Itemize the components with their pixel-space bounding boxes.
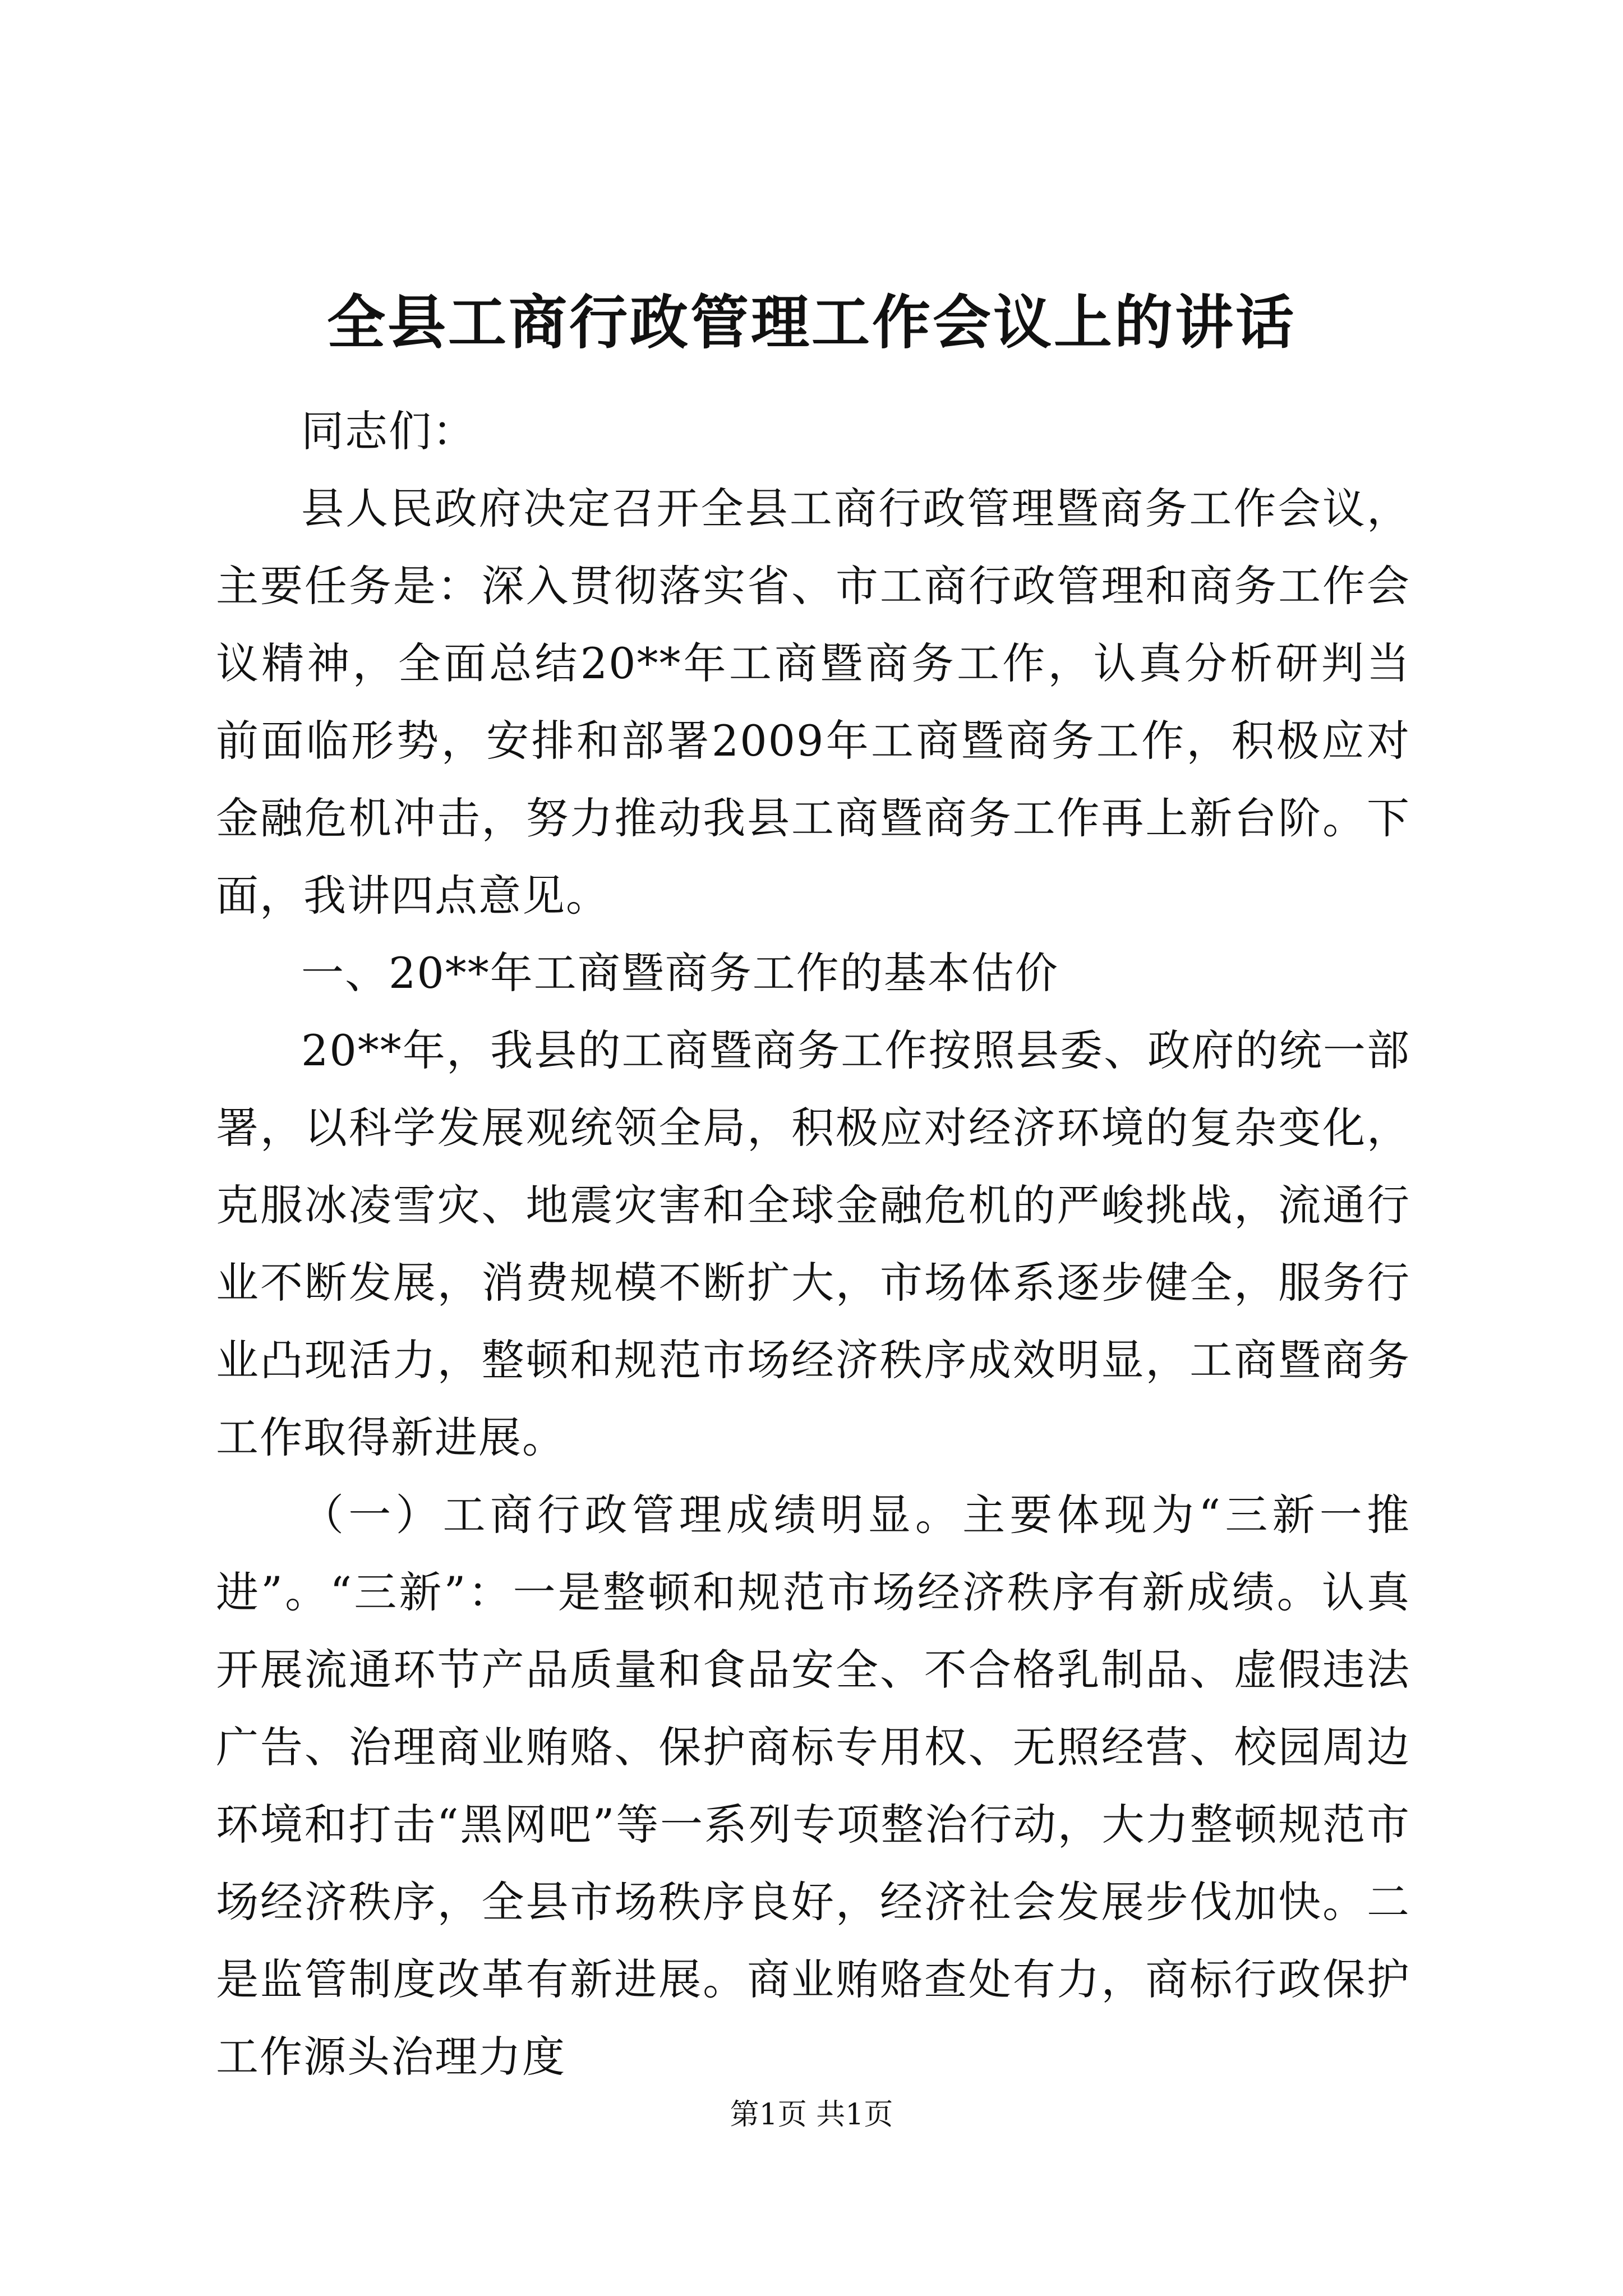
salutation: 同志们： — [301, 406, 476, 456]
paragraph-summary: 20**年，我县的工商暨商务工作按照县委、政府的统一部署，以科学发展观统领全局，积极应对经济环境的复杂变化，克服冰凌雪灾、地震灾害和全球金融危机的严峻挑战，流通行业不断发展，消费规模不断扩大，市场体系逐步健全，服务行业凸现活力，整顿和规范市场经济秩序成效明显，工商暨商务工作取得新进展。 — [216, 1025, 1410, 1462]
section-heading-1: 一、20**年工商暨商务工作的基本估价 — [301, 948, 1059, 998]
paragraph-subsection-1: （一）工商行政管理成绩明显。主要体现为“三新一推进”。“三新”：一是整顿和规范市场经济秩序有新成绩。认真开展流通环节产品质量和食品安全、不合格乳制品、虚假违法广告、治理商业贿赂、保护商标专用权、无照经营、校园周边环境和打击“黑网吧”等一系列专项整治行动，大力整顿规范市场经济秩序，全县市场秩序良好，经济社会发展步伐加快。二是监管制度改革有新进展。商业贿赂查处有力，商标行政保护工作源头治理力度 — [216, 1490, 1410, 2082]
page-footer: 第1页 共1页 — [730, 2098, 893, 2132]
document-title: 全县工商行政管理工作会议上的讲话 — [326, 288, 1296, 357]
document-body — [216, 393, 1410, 2096]
paragraph-intro: 县人民政府决定召开全县工商行政管理暨商务工作会议，主要任务是：深入贯彻落实省、市工商行政管理和商务工作会议精神，全面总结20**年工商暨商务工作，认真分析研判当前面临形势，安排和部署2009年工商暨商务工作，积极应对金融危机冲击，努力推动我县工商暨商务工作再上新台阶。下面，我讲四点意见。 — [216, 484, 1410, 921]
